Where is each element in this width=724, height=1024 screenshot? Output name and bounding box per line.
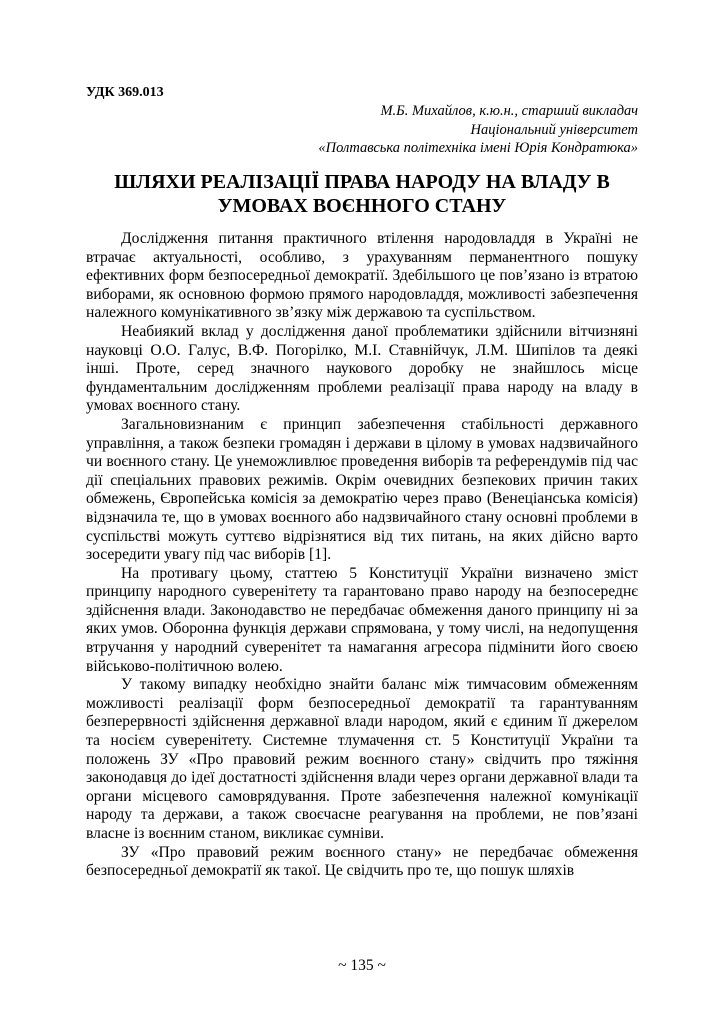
- paragraph: Загальновизнаним є принцип забезпечення стабільності державного управління, а також безпеки громадян і держави в цілому в умовах надзвичайного чи воєнного стану. Це унеможливлює проведення виборів та референдумів під час дії спеціальних правових режимів. Окрім очевидних безпекових причин таких обмежень, Європейська комісія за демократію через право (Венеціанська комісія) відзначила те, що в умовах воєнного або надзвичайного стану основні проблеми в суспільстві можуть суттєво відрізнятися від тих питань, на яких дійсно варто зосередити увагу під час виборів [1].: [86, 415, 638, 564]
- udc-code: УДК 369.013: [86, 85, 164, 100]
- author-line: М.Б. Михайлов, к.ю.н., старший викладач: [380, 103, 638, 119]
- paragraph: Неабиякий вклад у дослідження даної проблематики здійснили вітчизняні науковці О.О. Галус, В.Ф. Погорілко, М.І. Ставнійчук, Л.М. Шипілов та деякі інші. Проте, серед значного наукового доробку не знайшлось місце фундаментальним дослідженням проблеми реалізації права народу на владу в умовах воєнного стану.: [86, 322, 638, 415]
- paragraph: ЗУ «Про правовий режим воєнного стану» не передбачає обмеження безпосередньої демократії як такої. Це свідчить про те, що пошук шляхів: [86, 843, 638, 880]
- paragraph: Дослідження питання практичного втілення народовладдя в Україні не втрачає актуальності, особливо, з урахуванням перманентного пошуку ефективних форм безпосередньої демократії. Здебільшого це пов’язано із втратою виборами, як основною формою прямого народовладдя, можливості забезпечення належного комунікативного зв’язку між державою та суспільством.: [86, 230, 638, 322]
- paragraph: На противагу цьому, статтею 5 Конституції України визначено зміст принципу народного суверенітету та гарантовано право народу на безпосереднє здійснення влади. Законодавство не передбачає обмеження даного принципу ні за яких умов. Оборонна функція держави спрямована, у тому числі, на недопущення втручання у народний суверенітет та намагання агресора підмінити його своєю військово-політичною волею.: [86, 564, 638, 675]
- university-line-2: «Полтавська політехніка імені Юрія Кондратюка»: [318, 140, 638, 156]
- title-line-2: УМОВАХ ВОЄННОГО СТАНУ: [217, 195, 507, 217]
- article-title: [86, 170, 638, 218]
- university-line-1: Національний університет: [470, 121, 638, 138]
- page-number: ~ 135 ~: [338, 957, 386, 974]
- title-line-1: ШЛЯХИ РЕАЛІЗАЦІЇ ПРАВА НАРОДУ НА ВЛАДУ В: [114, 171, 610, 193]
- article-body: [86, 230, 638, 881]
- paragraph: У такому випадку необхідно знайти баланс між тимчасовим обмеженням можливості реалізації форм безпосередньої демократії та гарантуванням безперервності здійснення державної влади народом, який є єдиним її джерелом та носієм суверенітету. Системне тлумачення ст. 5 Конституції України та положень ЗУ «Про правовий режим воєнного стану» свідчить про тяжіння законодавця до ідеї достатності здійснення влади через органи державної влади та органи місцевого самоврядування. Проте забезпечення належної комунікації народу та держави, а також своєчасне реагування на проблеми, не пов’язані власне із воєнним станом, викликає сумніви.: [86, 676, 638, 842]
- author-block: [198, 102, 638, 158]
